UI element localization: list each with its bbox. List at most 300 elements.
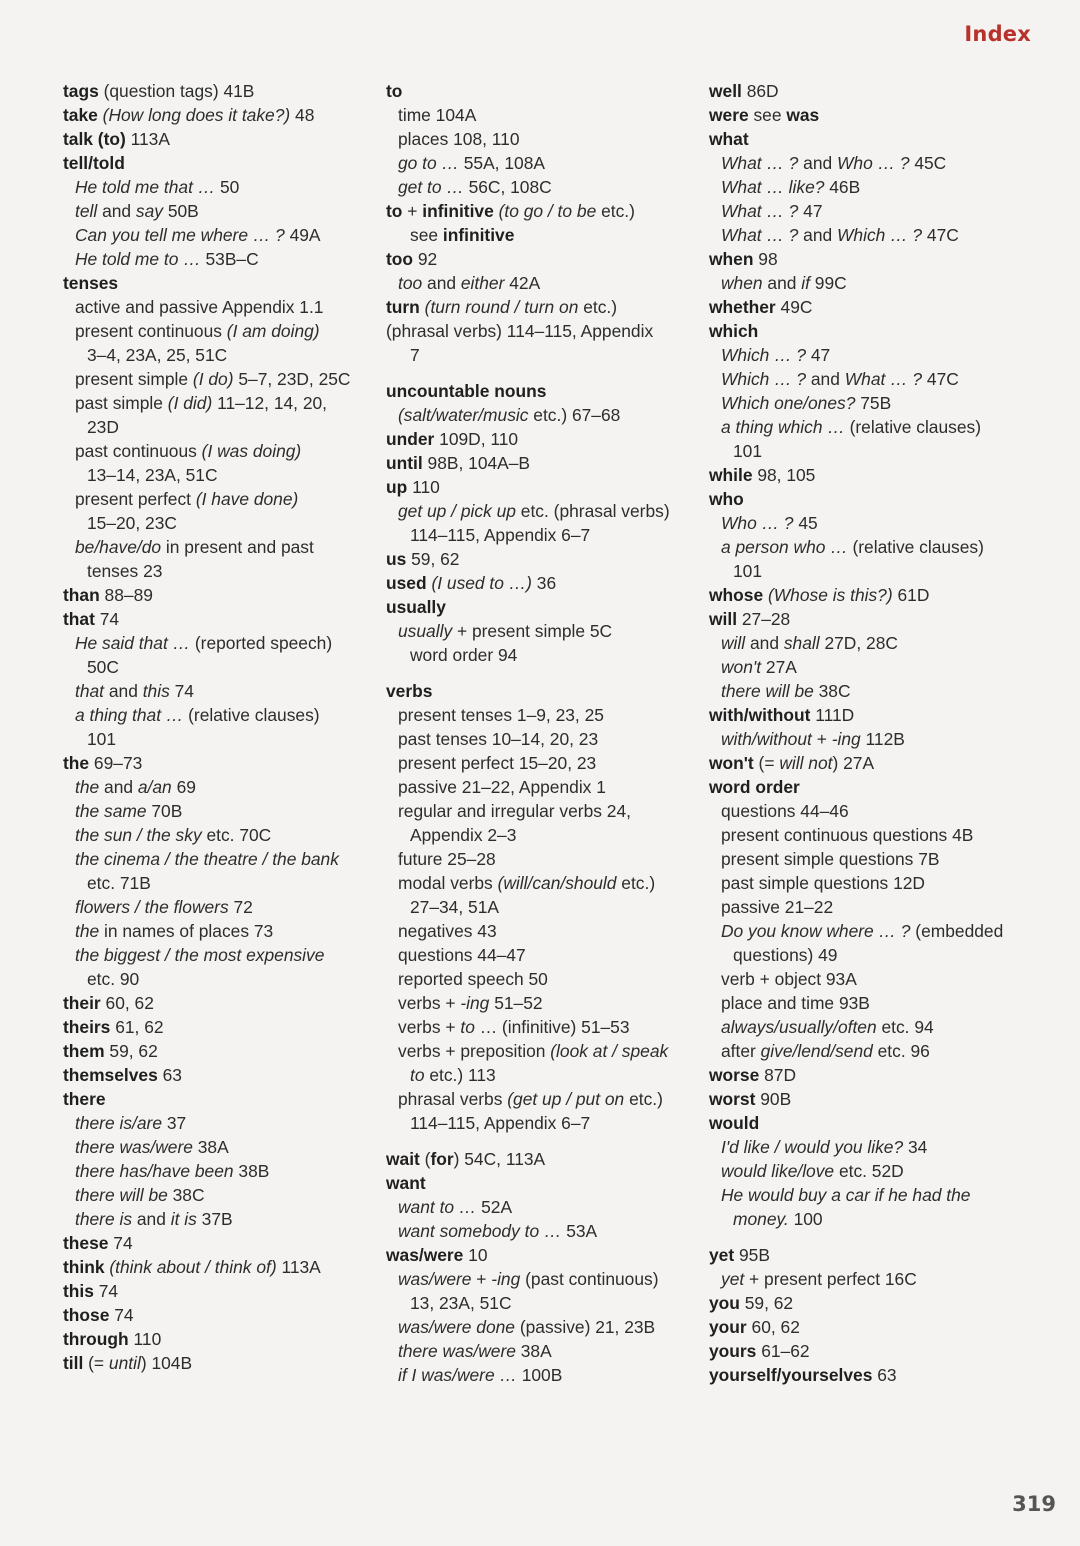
index-subentry (386, 1063, 706, 1087)
index-subentry (709, 871, 1029, 895)
index-text: 5–7, 23D, 25C (233, 369, 351, 389)
index-text: ) 54C, 113A (453, 1149, 546, 1169)
index-text: 86D (741, 81, 779, 101)
index-text: (passive) 21, 23B (514, 1317, 656, 1337)
index-subentry (386, 643, 706, 667)
index-subentry (386, 919, 706, 943)
index-text: 110 (128, 1329, 162, 1349)
index-term: verbs (386, 681, 433, 701)
index-example: (I do) (192, 369, 234, 389)
index-headword-entry (63, 1063, 383, 1087)
index-subentry (386, 175, 706, 199)
index-text: see (748, 105, 787, 125)
index-term: than (63, 585, 100, 605)
index-text: 15–20, 23C (87, 513, 177, 533)
index-example: say (135, 201, 163, 221)
index-subentry (709, 343, 1029, 367)
index-example: would like/love (721, 1161, 835, 1181)
index-subentry (63, 847, 383, 871)
index-headword-entry (386, 199, 706, 223)
index-subentry (386, 1015, 706, 1039)
index-subentry (709, 943, 1029, 967)
index-term: worse (709, 1065, 760, 1085)
index-text: 27D, 28C (819, 633, 898, 653)
index-text: 45 (793, 513, 818, 533)
index-text: 113A (276, 1257, 321, 1277)
index-term: under (386, 429, 435, 449)
index-text: 87D (759, 1065, 796, 1085)
index-text: 114–115, Appendix 6–7 (410, 1113, 591, 1133)
index-term: till (63, 1353, 84, 1373)
index-subentry (63, 967, 383, 991)
index-example: (I did) (167, 393, 213, 413)
index-text: 50C (87, 657, 119, 677)
index-text: ( (419, 1149, 431, 1169)
index-example: yet (721, 1269, 745, 1289)
index-text: questions 44–47 (398, 945, 526, 965)
index-text: 38C (167, 1185, 205, 1205)
index-text: (= (83, 1353, 109, 1373)
index-subentry (63, 919, 383, 943)
index-subentry (386, 523, 706, 547)
index-text: questions) 49 (733, 945, 838, 965)
index-text: 113A (125, 129, 170, 149)
index-example: (salt/water/music (398, 405, 529, 425)
index-example: He told me that … (75, 177, 216, 197)
index-subentry (386, 1291, 706, 1315)
index-term: infinitive (442, 225, 515, 245)
index-subentry (386, 847, 706, 871)
index-example: was/were done (398, 1317, 515, 1337)
index-text: + (811, 729, 832, 749)
index-text: etc.) 113 (424, 1065, 496, 1085)
index-text: 74 (93, 1281, 119, 1301)
index-example: go to … (398, 153, 459, 173)
index-headword-entry (709, 319, 1029, 343)
index-text: 56C, 108C (463, 177, 552, 197)
index-text: 100B (516, 1365, 563, 1385)
index-term: tags (63, 81, 99, 101)
index-text: etc.) (624, 1089, 663, 1109)
index-text: (relative clauses) (847, 537, 984, 557)
index-text: 59, 62 (406, 549, 460, 569)
index-subentry (63, 1111, 383, 1135)
index-term: uncountable nouns (386, 381, 547, 401)
index-term: up (386, 477, 408, 497)
index-text: + present perfect 16C (744, 1269, 917, 1289)
index-term: this (63, 1281, 94, 1301)
index-text: 53A (561, 1221, 598, 1241)
index-headword-entry (709, 1087, 1029, 1111)
index-example: there will be (721, 681, 814, 701)
index-subentry (709, 823, 1029, 847)
index-subentry (386, 271, 706, 295)
index-subentry (63, 1159, 383, 1183)
index-text: 3–4, 23A, 25, 51C (87, 345, 228, 365)
index-text: 36 (531, 573, 557, 593)
index-subentry (63, 943, 383, 967)
index-text: 92 (413, 249, 438, 269)
index-subentry (709, 1159, 1029, 1183)
index-headword-entry (709, 295, 1029, 319)
index-subentry (63, 295, 383, 319)
index-text: … (infinitive) 51–53 (474, 1017, 630, 1037)
index-text: present simple questions 7B (721, 849, 940, 869)
index-text: and (745, 633, 784, 653)
index-example: this (142, 681, 170, 701)
index-text: 63 (872, 1365, 897, 1385)
index-headword-entry (386, 475, 706, 499)
index-text: past simple (75, 393, 168, 413)
index-text: and (762, 273, 802, 293)
index-subentry (709, 919, 1029, 943)
index-subentry (709, 223, 1029, 247)
index-term: want (386, 1173, 426, 1193)
index-subentry (386, 1111, 706, 1135)
index-text: 101 (87, 729, 117, 749)
index-text: etc. 71B (87, 873, 151, 893)
index-term: would (709, 1113, 760, 1133)
index-text: (phrasal verbs) 114–115, Appendix (386, 321, 654, 341)
index-subentry (709, 679, 1029, 703)
index-text: verb + object 93A (721, 969, 857, 989)
index-example: usually (398, 621, 453, 641)
index-headword-entry (709, 703, 1029, 727)
index-term: what (709, 129, 749, 149)
index-headword-entry (386, 295, 706, 319)
index-term: yet (709, 1245, 735, 1265)
index-subentry (63, 343, 383, 367)
index-example: the same (75, 801, 147, 821)
index-subentry (386, 1363, 706, 1387)
index-text: present simple (75, 369, 193, 389)
index-term: when (709, 249, 754, 269)
index-text: (embedded (910, 921, 1004, 941)
index-text: 100 (788, 1209, 823, 1229)
index-term: think (63, 1257, 105, 1277)
index-subentry (63, 871, 383, 895)
index-text: 60, 62 (100, 993, 154, 1013)
index-term: talk (to) (63, 129, 126, 149)
index-example: Which … ? (721, 345, 807, 365)
index-text: reported speech 50 (398, 969, 548, 989)
index-subentry (386, 775, 706, 799)
index-subentry (709, 199, 1029, 223)
index-term: word order (709, 777, 800, 797)
index-example: (I was doing) (201, 441, 302, 461)
index-text: etc. 94 (876, 1017, 934, 1037)
index-subentry (709, 415, 1029, 439)
index-text: place and time 93B (721, 993, 870, 1013)
index-example: will not (779, 753, 833, 773)
index-example: What … like? (721, 177, 825, 197)
index-subentry (709, 847, 1029, 871)
index-text: (relative clauses) (844, 417, 982, 437)
index-subentry (386, 895, 706, 919)
index-example: to (460, 1017, 475, 1037)
index-example: (look at / speak (550, 1041, 669, 1061)
index-text: 49A (284, 225, 321, 245)
index-headword-entry (709, 1315, 1029, 1339)
index-headword-entry (386, 319, 706, 343)
index-text: 11–12, 14, 20, (212, 393, 327, 413)
index-example: -ing (491, 1269, 521, 1289)
index-text: etc. 70C (201, 825, 272, 845)
index-headword-entry (709, 79, 1029, 103)
index-example: He would buy a car if he had the (721, 1185, 971, 1205)
index-text: regular and irregular verbs 24, (398, 801, 631, 821)
index-subentry (709, 1015, 1029, 1039)
index-text: 69 (171, 777, 196, 797)
index-text: present continuous questions 4B (721, 825, 974, 845)
index-term: there (63, 1089, 106, 1109)
index-subentry (386, 403, 706, 427)
index-example: Do you know where … ? (721, 921, 911, 941)
index-subentry (709, 967, 1029, 991)
index-text: in names of places 73 (99, 921, 274, 941)
index-example: be/have/do (75, 537, 162, 557)
index-text: 70B (146, 801, 183, 821)
index-subentry (63, 703, 383, 727)
page-number: 319 (1012, 1492, 1056, 1516)
index-example: there is (75, 1209, 133, 1229)
index-term: worst (709, 1089, 756, 1109)
index-term: infinitive (422, 201, 494, 221)
index-headword-entry (386, 247, 706, 271)
index-subentry (709, 727, 1029, 751)
index-example: (Whose is this?) (767, 585, 893, 605)
index-text: and (132, 1209, 171, 1229)
index-text: questions 44–46 (721, 801, 849, 821)
index-subentry (386, 1339, 706, 1363)
index-subentry (709, 1183, 1029, 1207)
index-text: time 104A (398, 105, 477, 125)
index-term: that (63, 609, 95, 629)
index-subentry (63, 511, 383, 535)
index-headword-entry (386, 679, 706, 703)
index-text: 98B, 104A–B (422, 453, 531, 473)
index-term: to (386, 81, 403, 101)
index-text: and (104, 681, 143, 701)
index-example: Which one/ones? (721, 393, 856, 413)
index-headword-entry (63, 1303, 383, 1327)
index-text: 13, 23A, 51C (410, 1293, 512, 1313)
index-text: 38C (813, 681, 851, 701)
index-text: 109D, 110 (434, 429, 519, 449)
index-subentry (709, 895, 1029, 919)
index-text: (past continuous) (520, 1269, 659, 1289)
index-text: 47C (922, 369, 959, 389)
index-example: that (75, 681, 105, 701)
index-text: 37B (196, 1209, 233, 1229)
index-example: (think about / think of) (109, 1257, 277, 1277)
index-headword-entry (709, 1243, 1029, 1267)
index-example: want to … (398, 1197, 477, 1217)
index-headword-entry (63, 1231, 383, 1255)
index-text: etc.) (596, 201, 635, 221)
index-text: present continuous (75, 321, 227, 341)
index-text: 74 (169, 681, 194, 701)
index-text: (= (753, 753, 780, 773)
index-example: there will be (75, 1185, 168, 1205)
index-subentry (63, 823, 383, 847)
index-example: shall (783, 633, 820, 653)
index-example: What … ? (844, 369, 923, 389)
index-example: money. (733, 1209, 789, 1229)
index-headword-entry (709, 1111, 1029, 1135)
index-example: get to … (398, 177, 464, 197)
index-text: 55A, 108A (458, 153, 545, 173)
index-text: 61, 62 (110, 1017, 164, 1037)
index-text: 37 (162, 1113, 187, 1133)
index-term: wait (386, 1149, 420, 1169)
index-headword-entry (386, 595, 706, 619)
index-subentry (709, 631, 1029, 655)
index-column-3 (709, 79, 1029, 1387)
index-subentry (386, 823, 706, 847)
index-text: 27–34, 51A (410, 897, 499, 917)
index-text: ) 104B (140, 1353, 193, 1373)
index-headword-entry (63, 991, 383, 1015)
index-headword-entry (386, 451, 706, 475)
section-title: Index (964, 22, 1031, 46)
index-term: while (709, 465, 753, 485)
index-text: + (402, 201, 423, 221)
index-subentry (709, 151, 1029, 175)
index-text: 98, 105 (752, 465, 816, 485)
index-text: 50B (162, 201, 199, 221)
index-text: 45C (909, 153, 947, 173)
index-headword-entry (63, 1351, 383, 1375)
index-text: future 25–28 (398, 849, 496, 869)
index-subentry (709, 559, 1029, 583)
index-example: the cinema / the theatre / the bank (75, 849, 339, 869)
index-example: Can you tell me where … ? (75, 225, 285, 245)
index-subentry (386, 871, 706, 895)
index-example: He told me to … (75, 249, 201, 269)
index-subentry (63, 247, 383, 271)
index-text: etc. 90 (87, 969, 140, 989)
index-text: + present simple 5C (452, 621, 613, 641)
index-text: 51–52 (489, 993, 543, 1013)
index-text: ) 27A (832, 753, 875, 773)
index-text: see (410, 225, 443, 245)
index-subentry (709, 391, 1029, 415)
index-term: were (709, 105, 749, 125)
index-term: will (709, 609, 738, 629)
index-example: won't (721, 657, 762, 677)
index-text: 38A (192, 1137, 229, 1157)
index-term: turn (386, 297, 420, 317)
index-term: whether (709, 297, 776, 317)
index-example: give/lend/send (760, 1041, 873, 1061)
index-subentry (63, 391, 383, 415)
index-text: phrasal verbs (398, 1089, 508, 1109)
index-headword-entry (709, 487, 1029, 511)
index-text: 10 (463, 1245, 488, 1265)
index-headword-entry (386, 427, 706, 451)
index-text: 42A (504, 273, 541, 293)
index-term: too (386, 249, 414, 269)
index-term: us (386, 549, 407, 569)
index-subentry (386, 967, 706, 991)
index-headword-entry (386, 547, 706, 571)
index-text: 74 (94, 609, 120, 629)
index-example: either (460, 273, 505, 293)
index-example: -ing (460, 993, 490, 1013)
index-term: them (63, 1041, 105, 1061)
index-text: 50 (215, 177, 240, 197)
index-term: take (63, 105, 98, 125)
index-text: and (99, 777, 138, 797)
index-subentry (709, 439, 1029, 463)
index-example: tell (75, 201, 98, 221)
index-example: (to go / to be (498, 201, 597, 221)
index-headword-entry (709, 775, 1029, 799)
index-subentry (386, 619, 706, 643)
index-text: 90B (755, 1089, 792, 1109)
index-example: -ing (831, 729, 861, 749)
index-term: whose (709, 585, 764, 605)
index-example: there was/were (75, 1137, 193, 1157)
index-text: 88–89 (99, 585, 153, 605)
index-subentry (63, 415, 383, 439)
index-text: present perfect (75, 489, 196, 509)
index-headword-entry (386, 1243, 706, 1267)
index-term: your (709, 1317, 747, 1337)
index-subentry (709, 1039, 1029, 1063)
index-term: which (709, 321, 759, 341)
index-headword-entry (63, 1279, 383, 1303)
index-example: was/were (398, 1269, 472, 1289)
index-text: and (97, 201, 136, 221)
index-subentry (709, 1135, 1029, 1159)
index-column-1 (63, 79, 383, 1375)
index-text: (reported speech) (190, 633, 333, 653)
index-text: 48 (290, 105, 315, 125)
index-subentry (63, 799, 383, 823)
index-headword-entry (63, 79, 383, 103)
index-term: usually (386, 597, 446, 617)
index-example: there is/are (75, 1113, 162, 1133)
index-example: a thing that … (75, 705, 184, 725)
index-subentry (63, 439, 383, 463)
index-subentry (709, 367, 1029, 391)
index-term: tell/told (63, 153, 125, 173)
index-term: their (63, 993, 101, 1013)
index-example: until (108, 1353, 141, 1373)
index-example: want somebody to … (398, 1221, 562, 1241)
index-example: a thing which … (721, 417, 845, 437)
index-term: the (63, 753, 90, 773)
index-example: get up / pick up (398, 501, 516, 521)
index-text: 101 (733, 441, 763, 461)
index-text: 47 (798, 201, 823, 221)
index-text: verbs + preposition (398, 1041, 551, 1061)
index-term: for (430, 1149, 454, 1169)
index-example: (I have done) (195, 489, 299, 509)
index-text: and (798, 225, 838, 245)
index-text: verbs + (398, 993, 461, 1013)
index-text: 38B (233, 1161, 270, 1181)
index-example: Who … ? (721, 513, 794, 533)
index-text: and (422, 273, 461, 293)
index-headword-entry (709, 247, 1029, 271)
index-term: won't (709, 753, 754, 773)
index-headword-entry (709, 1063, 1029, 1087)
index-text: past continuous (75, 441, 202, 461)
index-subentry (386, 703, 706, 727)
